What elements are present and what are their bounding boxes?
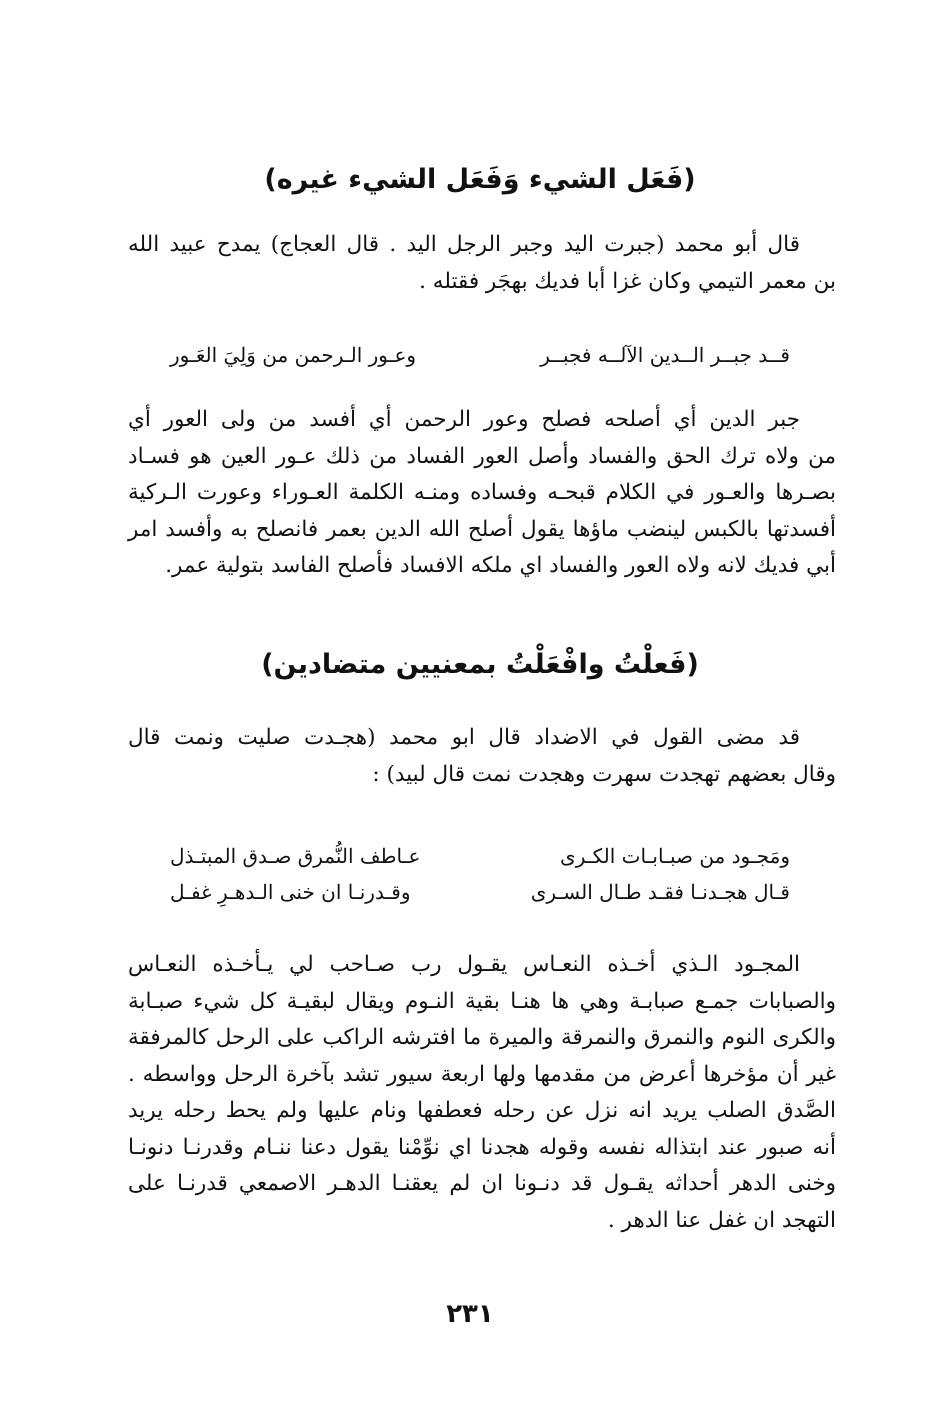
paragraph-line: قال أبو محمد (جبرت اليد وجبر الرجل اليد . قال العجاج) يمدح عبيد الله xyxy=(128,232,800,257)
paragraph-line: وخنى الدهر أحداثه يقـول قد دنـونا ان لم يعقنـا الدهـر الاصمعي قدرنـا على xyxy=(128,1171,836,1196)
verse-line xyxy=(170,335,790,375)
verse-second-hemistich: وقـدرنـا ان خنى الـدهـرِ غفـل xyxy=(170,880,411,904)
verse-line xyxy=(170,872,790,912)
section-heading-2: (فَعلْتُ وافْعَلْتُ بمعنيين متضادين) xyxy=(261,649,699,680)
verse-second-hemistich: وعـور الـرحمن من وَلِيَ العَـور xyxy=(170,343,417,367)
paragraph-line: جبر الدين أي أصلحه فصلح وعور الرحمن أي أفسد من ولى العور أي xyxy=(128,407,800,432)
paragraph-line: من ولاه ترك الحق والفساد وأصل العور الفساد من ذلك عـور العين هو فسـاد xyxy=(128,443,836,469)
paragraph-line: المجـود الـذي أخـذه النعـاس يقـول رب صـاحب لي يـأخـذه النعـاس xyxy=(128,952,800,977)
section-heading-1: (فَعَل الشيء وَفَعَل الشيء غيره) xyxy=(264,164,696,195)
paragraph-1 xyxy=(128,227,836,300)
verse-line xyxy=(170,836,790,876)
paragraph-line: التهجد ان غفل عنا الدهر . xyxy=(607,1207,836,1233)
paragraph-line: والصبابات جمـع صبابـة وهي ها هنـا بقية النـوم ويقال لبقيـة كل شيء صبـابة xyxy=(128,988,836,1014)
paragraph-line: والكرى النوم والنمرق والنمرقة والميرة ما افترشه الراكب على الرحل كالمرفقة xyxy=(128,1025,836,1050)
paragraph-line: أفسدتها بالكبس لينضب ماؤها يقول أصلح الله الدين بعمر فانصلح به وأفسد امر xyxy=(128,516,836,542)
verse-second-hemistich: عـاطف النُّمرق صـدق المبتـذل xyxy=(170,844,421,868)
paragraph-line: وقال بعضهم تهجدت سهرت وهجدت نمت قال لبيد) : xyxy=(372,761,836,787)
paragraph-line: أبي فديك لانه ولاه العور والفساد اي ملكه الافساد فأصلح الفاسد بتولية عمر. xyxy=(165,553,836,578)
paragraph-line: أنه صبور عند ابتذاله نفسه وقوله هجدنا اي نوِّمْنا يقول دعنا ننـام وقدرنـا دنونـا xyxy=(128,1134,836,1160)
paragraph-line: بن معمر التيمي وكان غزا أبا فديك بهجَر فقتله . xyxy=(419,268,836,294)
verse-first-hemistich: ومَجـود من صبـابـات الكـرى xyxy=(560,844,790,868)
paragraph-line: بصـرها والعـور في الكلام قبحـه وفساده ومنـه الكلمة العـوراء وعورت الـركية xyxy=(128,480,836,505)
verse-first-hemistich: قـال هجـدنـا فقـد طـال السـرى xyxy=(530,880,790,904)
paragraph-2 xyxy=(128,402,836,585)
paragraph-3 xyxy=(128,720,836,793)
verse-first-hemistich: قــد جبــر الــدين الآلــه فجبــر xyxy=(540,343,790,367)
paragraph-line: الصَّدق الصلب يريد انه نزل عن رحله فعطفها ونام عليها ولم يحط رحله يريد xyxy=(128,1098,836,1123)
paragraph-line: غير أن مؤخرها أعرض من مقدمها ولها اربعة سيور تشد بآخرة الرحل وواسطه . xyxy=(128,1061,836,1087)
paragraph-4 xyxy=(128,947,836,1239)
paragraph-line: قد مضى القول في الاضداد قال ابو محمد (هجـدت صليت ونمت قال xyxy=(128,725,800,750)
page-number: ٢٣١ xyxy=(446,1299,494,1329)
